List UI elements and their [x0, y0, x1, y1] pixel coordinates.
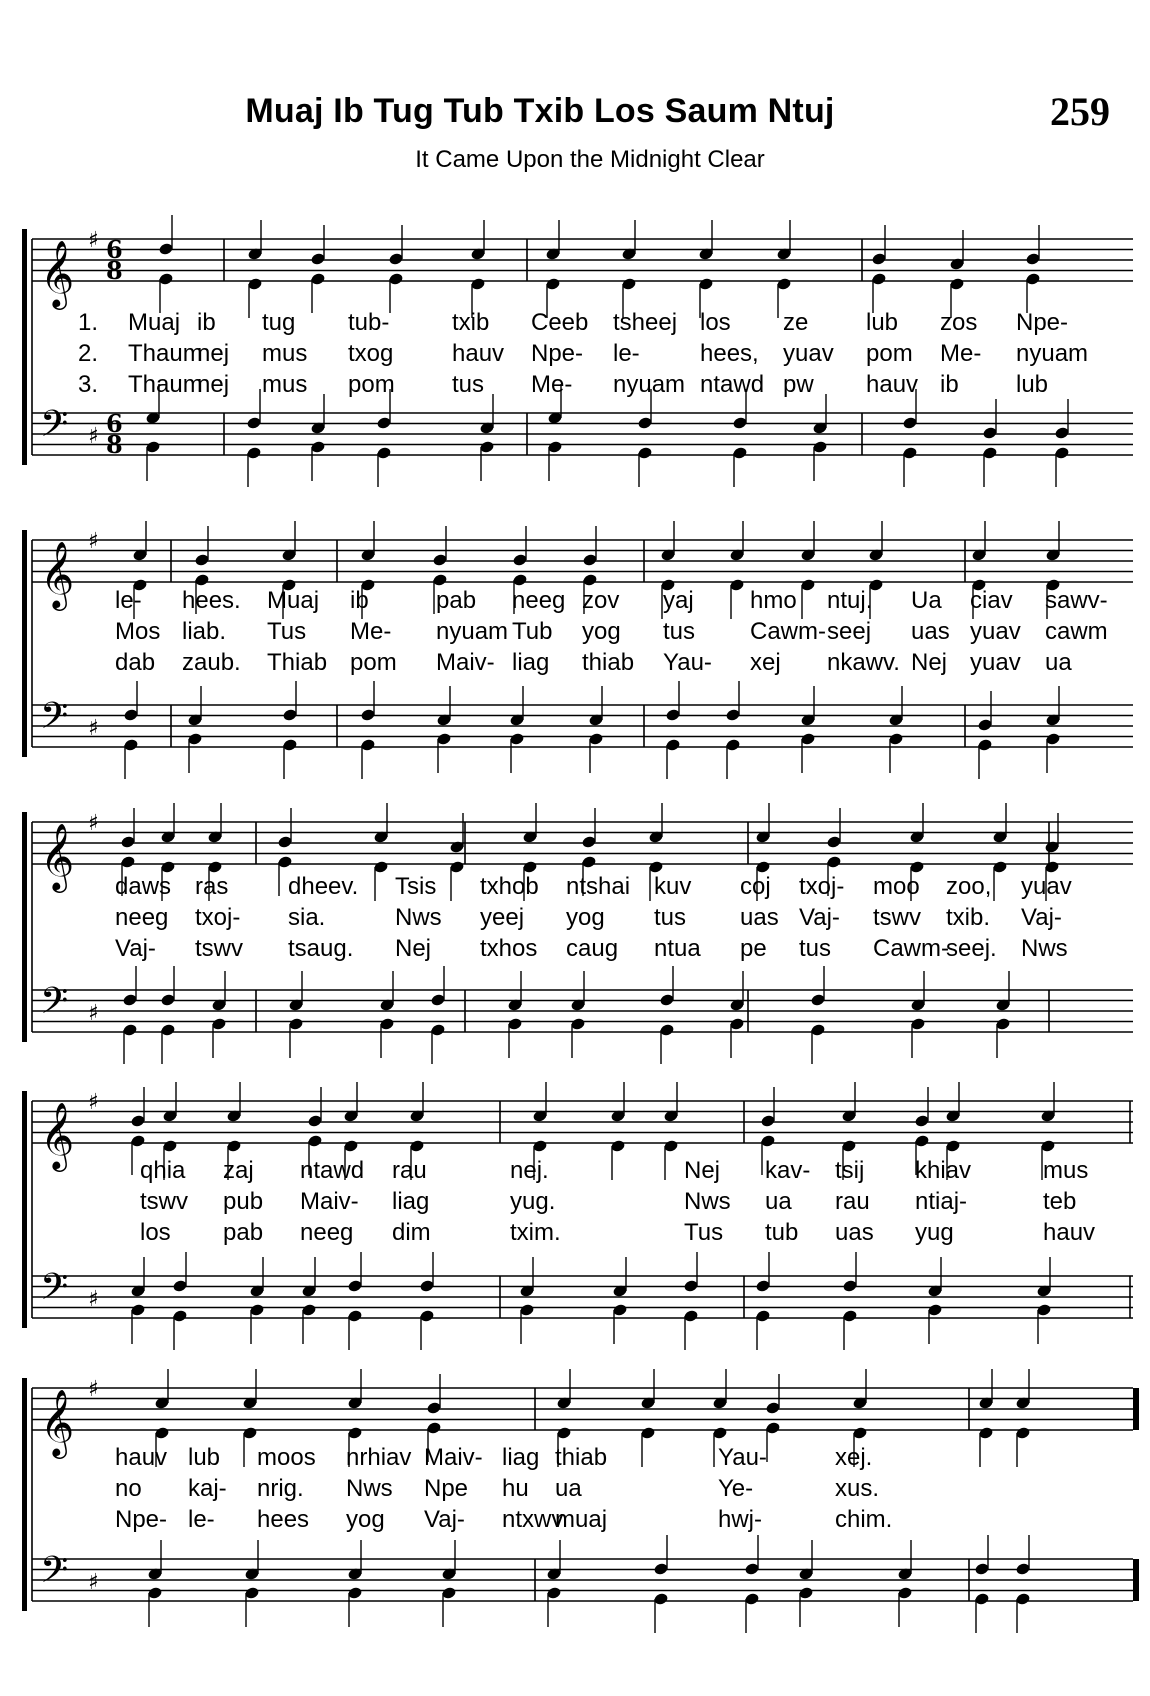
lyric-syllable: pom [866, 340, 913, 367]
lyric-syllable: daws [115, 873, 172, 900]
lyric-syllable: le- [613, 340, 640, 367]
lyric-syllable: ras [195, 873, 229, 900]
lyric-syllable: mus [262, 340, 308, 367]
lyric-syllable: los [700, 309, 731, 336]
lyric-syllable: pom [350, 649, 397, 676]
lyric-syllable: Nej [395, 935, 432, 962]
lyric-syllable: ntshai [566, 873, 631, 900]
lyric-syllable: mus [1043, 1157, 1089, 1184]
lyric-syllable: yog [566, 904, 605, 931]
lyric-syllable: hauv [115, 1444, 168, 1471]
lyric-syllable: xej. [835, 1444, 873, 1471]
system-bracket [22, 229, 27, 465]
lyric-syllable: Vaj- [1021, 904, 1062, 931]
lyric-syllable: thiab [555, 1444, 608, 1471]
lyric-syllable: lub [188, 1444, 221, 1471]
lyric-syllable: ntxwv [502, 1506, 564, 1533]
lyric-syllable: sia. [288, 904, 326, 931]
lyric-syllable: seej. [946, 935, 997, 962]
lyric-syllable: pab [436, 587, 477, 614]
lyric-syllable: yuav [970, 649, 1021, 676]
lyric-syllable: dab [115, 649, 156, 676]
lyric-syllable: nyuam [1016, 340, 1089, 367]
lyric-syllable: Thaum [128, 340, 203, 367]
key-signature-sharp: ♯ [88, 1377, 99, 1402]
lyric-syllable: neeg [115, 904, 169, 931]
lyric-syllable: qhia [140, 1157, 186, 1184]
lyric-syllable: yuav [970, 618, 1021, 645]
lyric-syllable: dim [392, 1219, 431, 1246]
lyric-syllable: txoj- [195, 904, 241, 931]
lyric-syllable: txim. [510, 1219, 561, 1246]
lyric-syllable: Tub [512, 618, 553, 645]
lyric-syllable: tus [654, 904, 687, 931]
lyric-syllable: lub [866, 309, 899, 336]
bass-clef: 𝄢 [40, 403, 69, 454]
lyric-syllable: yog [346, 1506, 385, 1533]
lyric-syllable: chim. [835, 1506, 893, 1533]
system-bracket [22, 812, 27, 1042]
lyric-syllable: rau [835, 1188, 870, 1215]
lyric-syllable: yug [915, 1219, 954, 1246]
lyric-syllable: Yau- [718, 1444, 767, 1471]
lyric-syllable: Yau- [663, 649, 712, 676]
treble-clef: 𝄞 [40, 1388, 75, 1456]
verse-number: 2. [78, 340, 99, 367]
lyric-syllable: ib [940, 371, 959, 398]
lyric-syllable: yeej [480, 904, 525, 931]
lyric-syllable: Cawm- [873, 935, 949, 962]
lyric-syllable: nyuam [613, 371, 686, 398]
lyric-syllable: Npe- [531, 340, 584, 367]
time-signature-digit: 6 [106, 409, 123, 438]
lyric-syllable: zaj [223, 1157, 254, 1184]
system-bracket [22, 1378, 27, 1611]
lyric-syllable: neeg [512, 587, 566, 614]
lyric-syllable: tswv [873, 904, 921, 931]
lyric-syllable: Npe [424, 1475, 469, 1502]
lyric-syllable: zos [940, 309, 978, 336]
lyric-syllable: tus [452, 371, 485, 398]
hymn-number: 259 [1050, 89, 1110, 134]
lyric-syllable: zaub. [182, 649, 241, 676]
bass-clef: 𝄢 [40, 1549, 69, 1600]
lyric-syllable: rau [392, 1157, 427, 1184]
lyric-syllable: neeg [300, 1219, 354, 1246]
lyric-syllable: nrhiav [346, 1444, 412, 1471]
lyric-syllable: hmo [750, 587, 797, 614]
lyric-syllable: cawm [1045, 618, 1108, 645]
time-signature-digit: 6 [106, 235, 123, 264]
lyric-syllable: ua [555, 1475, 582, 1502]
lyric-syllable: yuav [1021, 873, 1072, 900]
lyric-syllable: Vaj- [799, 904, 840, 931]
lyric-syllable: moos [257, 1444, 316, 1471]
lyric-syllable: ntuj. [827, 587, 873, 614]
lyric-syllable: ua [765, 1188, 792, 1215]
lyric-syllable: liag [392, 1188, 430, 1215]
lyric-syllable: kuv [654, 873, 692, 900]
lyric-syllable: Ceeb [531, 309, 589, 336]
lyric-syllable: Muaj [267, 587, 320, 614]
lyric-syllable: Thiab [267, 649, 328, 676]
key-signature-sharp: ♯ [88, 228, 99, 253]
verse-number: 3. [78, 371, 99, 398]
lyric-syllable: dheev. [288, 873, 359, 900]
lyric-syllable: zoo, [946, 873, 992, 900]
lyric-syllable: ib [197, 309, 216, 336]
key-signature-sharp: ♯ [88, 529, 99, 554]
lyric-syllable: seej [827, 618, 872, 645]
lyric-syllable: tswv [195, 935, 243, 962]
lyric-syllable: nej. [510, 1157, 549, 1184]
treble-clef: 𝄞 [40, 822, 75, 890]
lyric-syllable: Nws [395, 904, 442, 931]
lyric-syllable: le- [115, 587, 142, 614]
time-signature-digit: 8 [106, 430, 123, 459]
lyric-syllable: ciav [970, 587, 1013, 614]
lyric-syllable: tub [765, 1219, 799, 1246]
lyric-syllable: ntawd [700, 371, 765, 398]
lyric-syllable: Maiv- [436, 649, 495, 676]
lyric-syllable: teb [1043, 1188, 1077, 1215]
lyric-syllable: nej [197, 371, 230, 398]
lyric-syllable: Ye- [718, 1475, 754, 1502]
key-signature-sharp: ♯ [88, 716, 99, 741]
lyric-syllable: hees [257, 1506, 310, 1533]
lyric-syllable: ntawd [300, 1157, 365, 1184]
lyric-syllable: caug [566, 935, 619, 962]
lyric-syllable: yug. [510, 1188, 556, 1215]
lyric-syllable: thiab [582, 649, 635, 676]
lyric-syllable: yuav [783, 340, 834, 367]
lyric-syllable: los [140, 1219, 171, 1246]
lyric-syllable: txhos [480, 935, 538, 962]
lyric-syllable: Nws [346, 1475, 393, 1502]
lyric-syllable: tus [663, 618, 696, 645]
lyric-syllable: no [115, 1475, 142, 1502]
lyric-syllable: tswv [140, 1188, 188, 1215]
lyric-syllable: Npe- [1016, 309, 1069, 336]
lyric-syllable: tub- [348, 309, 390, 336]
hymn-title: Muaj Ib Tug Tub Txib Los Saum Ntuj [245, 92, 835, 130]
lyric-syllable: pom [348, 371, 395, 398]
lyric-syllable: Vaj- [115, 935, 156, 962]
lyric-syllable: Nej [684, 1157, 721, 1184]
lyric-syllable: txoj- [799, 873, 845, 900]
lyric-syllable: tus [799, 935, 832, 962]
treble-clef: 𝄞 [40, 1101, 75, 1169]
lyric-syllable: Mos [115, 618, 161, 645]
key-signature-sharp: ♯ [88, 1001, 99, 1026]
lyric-syllable: Nws [1021, 935, 1068, 962]
lyric-syllable: uas [835, 1219, 874, 1246]
lyric-syllable: Tus [684, 1219, 724, 1246]
lyric-syllable: Tus [267, 618, 307, 645]
system-bracket [22, 530, 27, 757]
lyric-syllable: yog [582, 618, 621, 645]
key-signature-sharp: ♯ [88, 811, 99, 836]
lyric-syllable: Maiv- [300, 1188, 359, 1215]
lyric-syllable: muaj [555, 1506, 608, 1533]
lyric-syllable: yaj [663, 587, 694, 614]
lyric-syllable: xus. [835, 1475, 880, 1502]
lyric-syllable: pub [223, 1188, 264, 1215]
lyric-syllable: Me- [940, 340, 982, 367]
lyric-syllable: ntiaj- [915, 1188, 968, 1215]
lyric-syllable: pe [740, 935, 767, 962]
lyric-syllable: khiav [915, 1157, 972, 1184]
lyric-syllable: hauv [866, 371, 919, 398]
lyric-syllable: Ua [911, 587, 942, 614]
lyric-syllable: ib [350, 587, 369, 614]
lyric-syllable: Maiv- [424, 1444, 483, 1471]
lyric-syllable: tsaug. [288, 935, 354, 962]
lyric-syllable: tsheej [613, 309, 678, 336]
lyric-syllable: Thaum [128, 371, 203, 398]
final-barline [1133, 1388, 1139, 1430]
lyric-syllable: Nws [684, 1188, 731, 1215]
system-bracket [22, 1091, 27, 1328]
lyric-syllable: txog [348, 340, 394, 367]
lyric-syllable: zov [582, 587, 620, 614]
lyric-syllable: Me- [350, 618, 392, 645]
lyric-syllable: nej [197, 340, 230, 367]
lyric-syllable: le- [188, 1506, 215, 1533]
bass-clef: 𝄢 [40, 1266, 69, 1317]
lyric-syllable: liag [502, 1444, 540, 1471]
lyric-syllable: Cawm- [750, 618, 826, 645]
lyric-syllable: ze [783, 309, 809, 336]
lyric-syllable: pab [223, 1219, 264, 1246]
lyric-syllable: liag [512, 649, 550, 676]
lyric-syllable: uas [911, 618, 950, 645]
final-barline [1133, 1559, 1139, 1601]
lyric-syllable: sawv- [1045, 587, 1108, 614]
treble-clef: 𝄞 [40, 540, 75, 608]
key-signature-sharp: ♯ [88, 1287, 99, 1312]
lyric-syllable: hauv [452, 340, 505, 367]
key-signature-sharp: ♯ [88, 424, 99, 449]
lyric-syllable: lub [1016, 371, 1049, 398]
lyric-syllable: txib. [946, 904, 991, 931]
lyric-syllable: tug [262, 309, 296, 336]
lyric-syllable: Npe- [115, 1506, 168, 1533]
lyric-syllable: mus [262, 371, 308, 398]
lyric-syllable: kaj- [188, 1475, 227, 1502]
lyric-syllable: moo [873, 873, 920, 900]
lyric-syllable: Tsis [395, 873, 437, 900]
lyric-syllable: kav- [765, 1157, 811, 1184]
bass-clef: 𝄢 [40, 980, 69, 1031]
bass-clef: 𝄢 [40, 695, 69, 746]
lyric-syllable: tsij [835, 1157, 865, 1184]
lyric-syllable: coj [740, 873, 771, 900]
lyric-syllable: Muaj [128, 309, 181, 336]
key-signature-sharp: ♯ [88, 1090, 99, 1115]
lyric-syllable: ntua [654, 935, 701, 962]
lyric-syllable: hauv [1043, 1219, 1096, 1246]
lyric-syllable: xej [750, 649, 781, 676]
lyric-syllable: txib [452, 309, 490, 336]
lyric-syllable: ua [1045, 649, 1072, 676]
key-signature-sharp: ♯ [88, 1570, 99, 1595]
lyric-syllable: uas [740, 904, 779, 931]
hymn-subtitle: It Came Upon the Midnight Clear [415, 146, 765, 173]
lyric-syllable: liab. [182, 618, 227, 645]
lyric-syllable: Vaj- [424, 1506, 465, 1533]
lyric-syllable: hu [502, 1475, 529, 1502]
time-signature-digit: 8 [106, 256, 123, 285]
lyric-syllable: nkawv. [827, 649, 900, 676]
lyric-syllable: nrig. [257, 1475, 304, 1502]
lyric-syllable: hees, [700, 340, 759, 367]
treble-clef: 𝄞 [40, 239, 75, 307]
lyric-syllable: hwj- [718, 1506, 763, 1533]
lyric-syllable: hees. [182, 587, 241, 614]
lyric-syllable: pw [783, 371, 814, 398]
lyric-syllable: nyuam [436, 618, 509, 645]
verse-number: 1. [78, 309, 99, 336]
lyric-syllable: txhob [480, 873, 539, 900]
lyric-syllable: Me- [531, 371, 573, 398]
lyric-syllable: Nej [911, 649, 948, 676]
